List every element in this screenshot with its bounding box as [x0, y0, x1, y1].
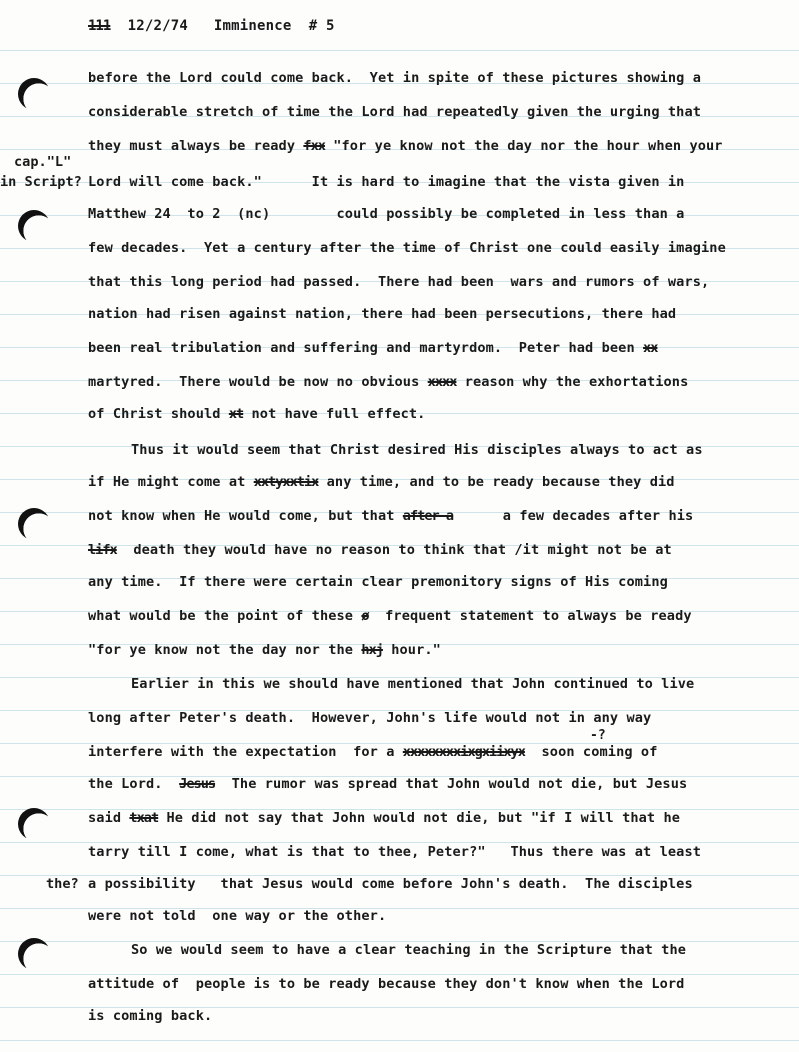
- text-line: [88, 976, 684, 992]
- struck-text: fxx: [303, 138, 325, 154]
- margin-note-the: the?: [46, 876, 79, 892]
- struck-text: xt: [228, 406, 244, 422]
- text-segment: a possibility that Jesus would come before John's death. The disciples: [88, 876, 693, 892]
- struck-text: xxtyxxtix: [253, 474, 319, 490]
- text-segment: said: [88, 810, 130, 826]
- margin-note-cap-l: cap."L": [14, 154, 72, 170]
- margin-note-in-script: in Script?: [0, 174, 82, 190]
- text-line: [88, 138, 723, 154]
- text-segment: considerable stretch of time the Lord had repeatedly given the urging that: [88, 104, 702, 120]
- text-segment: So we would seem to have a clear teaching in the Scripture that the: [131, 942, 687, 958]
- text-line: [88, 174, 684, 190]
- text-line: [131, 676, 694, 692]
- struck-text: Jesus: [179, 776, 216, 792]
- page-header: [88, 18, 335, 34]
- text-segment: if He might come at: [88, 474, 254, 490]
- text-segment: death they would have no reason to think that /it might not be at: [116, 542, 672, 558]
- text-segment: they must always be ready: [88, 138, 304, 154]
- header-title: Imminence: [213, 18, 292, 34]
- struck-text: xxxxxxxxixgxiixyx: [402, 744, 525, 760]
- text-segment: martyred. There would be now no obvious: [88, 374, 428, 390]
- text-segment: a few decades after his: [453, 508, 694, 524]
- struck-text: xxxx: [427, 374, 457, 390]
- text-line: [88, 608, 692, 624]
- text-line: [88, 306, 676, 322]
- text-segment: nation had risen against nation, there had been persecutions, there had: [88, 306, 677, 322]
- text-line: [88, 474, 675, 490]
- text-line: [131, 442, 703, 458]
- text-segment: any time, and to be ready because they did: [318, 474, 675, 490]
- text-line: [88, 710, 651, 726]
- struck-text: xx: [643, 340, 658, 356]
- text-segment: Earlier in this we should have mentioned that John continued to live: [131, 676, 695, 692]
- text-segment: The rumor was spread that John would not die, but Jesus: [215, 776, 688, 792]
- text-line: [88, 574, 668, 590]
- text-segment: attitude of people is to be ready because they don't know when the Lord: [88, 976, 685, 992]
- text-segment: not know when He would come, but that: [88, 508, 403, 524]
- struck-text: hxj: [361, 642, 383, 658]
- text-segment: hour.": [382, 642, 441, 658]
- text-segment: is coming back.: [88, 1008, 213, 1024]
- text-line: [88, 908, 386, 924]
- text-line: [88, 274, 709, 290]
- text-segment: Thus it would seem that Christ desired His disciples always to act as: [131, 442, 703, 458]
- punch-hole: [18, 508, 50, 540]
- text-segment: tarry till I come, what is that to thee, Peter?" Thus there was at least: [88, 844, 702, 860]
- text-line: [88, 508, 693, 524]
- header-prefix: 111: [88, 18, 111, 34]
- text-line: [88, 744, 657, 760]
- text-segment: frequent statement to always be ready: [368, 608, 692, 624]
- text-line: [88, 240, 726, 256]
- text-segment: the Lord.: [88, 776, 180, 792]
- text-line: [88, 374, 688, 390]
- text-line: [88, 70, 701, 86]
- text-segment: before the Lord could come back. Yet in spite of these pictures showing a: [88, 70, 702, 86]
- text-line: [88, 406, 425, 422]
- text-segment: interfere with the expectation for a: [88, 744, 403, 760]
- text-segment: that this long period had passed. There had been wars and rumors of wars,: [88, 274, 710, 290]
- text-line: [88, 642, 441, 658]
- text-segment: Matthew 24 to 2 (nc) could possibly be completed in less than a: [88, 206, 685, 222]
- text-segment: reason why the exhortations: [456, 374, 689, 390]
- text-line: [88, 542, 672, 558]
- header-page: # 5: [308, 18, 335, 34]
- text-segment: been real tribulation and suffering and martyrdom. Peter had been: [88, 340, 644, 356]
- text-segment: soon coming of: [524, 744, 658, 760]
- text-segment: Lord will come back." It is hard to imagine that the vista given in: [88, 174, 685, 190]
- text-line: [88, 206, 684, 222]
- text-segment: "for ye know not the day nor the: [88, 642, 362, 658]
- struck-text: ø: [361, 608, 369, 624]
- punch-hole: [18, 210, 50, 242]
- text-line: [88, 876, 693, 892]
- text-segment: any time. If there were certain clear premonitory signs of His coming: [88, 574, 668, 590]
- text-line: [88, 810, 680, 826]
- struck-text: lifx: [88, 542, 117, 558]
- text-segment: He did not say that John would not die, but "if I will that he: [158, 810, 681, 826]
- text-segment: what would be the point of these: [88, 608, 362, 624]
- text-segment: were not told one way or the other.: [88, 908, 387, 924]
- punch-hole: [18, 808, 50, 840]
- text-segment: "for ye know not the day nor the hour when your: [324, 138, 723, 154]
- header-date: 12/2/74: [127, 18, 188, 34]
- text-segment: not have full effect.: [243, 406, 426, 422]
- text-line: [131, 942, 686, 958]
- struck-text: after a: [402, 508, 454, 524]
- punch-hole: [18, 938, 50, 970]
- text-segment: of Christ should: [88, 406, 229, 422]
- text-line: [88, 776, 687, 792]
- caret-mark: -?: [590, 728, 606, 743]
- text-line: [88, 844, 701, 860]
- text-segment: few decades. Yet a century after the time of Christ one could easily imagine: [88, 240, 726, 256]
- text-segment: long after Peter's death. However, John's life would not in any way: [88, 710, 652, 726]
- struck-text: txat: [129, 810, 159, 826]
- text-line: [88, 1008, 212, 1024]
- text-line: [88, 104, 701, 120]
- text-line: [88, 340, 657, 356]
- punch-hole: [18, 78, 50, 110]
